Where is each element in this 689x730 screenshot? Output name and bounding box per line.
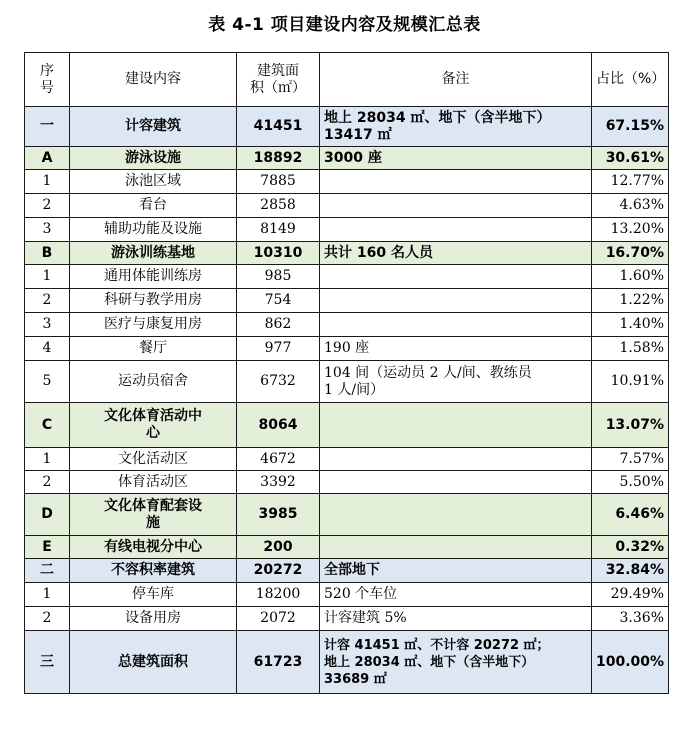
row-seq: 4 — [25, 337, 70, 361]
table-row — [25, 559, 669, 583]
row-note: 全部地下 — [320, 559, 592, 583]
row-seq: 5 — [25, 361, 70, 403]
row-note — [320, 536, 592, 559]
row-note: 地上 28034 ㎡、地下（含半地下） 13417 ㎡ — [320, 107, 592, 147]
row-ratio: 100.00% — [592, 631, 669, 694]
row-content: 有线电视分中心 — [70, 536, 237, 559]
table-row — [25, 631, 669, 694]
row-note: 190 座 — [320, 337, 592, 361]
table-row — [25, 218, 669, 242]
row-seq: E — [25, 536, 70, 559]
row-note — [320, 194, 592, 218]
row-ratio: 6.46% — [592, 494, 669, 536]
row-seq: B — [25, 242, 70, 265]
table-row — [25, 289, 669, 313]
header-note: 备注 — [320, 53, 592, 107]
row-seq: 3 — [25, 218, 70, 242]
row-area: 3392 — [237, 471, 320, 494]
row-area: 4672 — [237, 448, 320, 471]
row-note: 104 间（运动员 2 人/间、教练员 1 人/间） — [320, 361, 592, 403]
row-area: 41451 — [237, 107, 320, 147]
row-ratio: 10.91% — [592, 361, 669, 403]
row-content: 停车库 — [70, 583, 237, 607]
row-seq: 1 — [25, 448, 70, 471]
row-note: 计容 41451 ㎡、不计容 20272 ㎡； 地上 28034 ㎡、地下（含半地下） 33689 ㎡ — [320, 631, 592, 694]
row-note: 计容建筑 5% — [320, 607, 592, 631]
row-ratio: 1.58% — [592, 337, 669, 361]
row-content: 游泳训练基地 — [70, 242, 237, 265]
row-ratio: 30.61% — [592, 147, 669, 170]
row-area: 18200 — [237, 583, 320, 607]
row-content: 科研与教学用房 — [70, 289, 237, 313]
table-row — [25, 403, 669, 448]
row-note — [320, 170, 592, 194]
row-area: 754 — [237, 289, 320, 313]
row-ratio: 1.60% — [592, 265, 669, 289]
row-area: 2858 — [237, 194, 320, 218]
table-row — [25, 194, 669, 218]
row-ratio: 67.15% — [592, 107, 669, 147]
row-seq: 1 — [25, 265, 70, 289]
row-content: 文化活动区 — [70, 448, 237, 471]
row-note: 共计 160 名人员 — [320, 242, 592, 265]
row-ratio: 3.36% — [592, 607, 669, 631]
row-seq: 3 — [25, 313, 70, 337]
row-content: 不容积率建筑 — [70, 559, 237, 583]
header-content: 建设内容 — [70, 53, 237, 107]
row-seq: D — [25, 494, 70, 536]
row-content: 餐厅 — [70, 337, 237, 361]
row-seq: 三 — [25, 631, 70, 694]
row-note — [320, 403, 592, 448]
row-content: 总建筑面积 — [70, 631, 237, 694]
table-row — [25, 242, 669, 265]
row-area: 985 — [237, 265, 320, 289]
row-content: 游泳设施 — [70, 147, 237, 170]
table-row — [25, 337, 669, 361]
row-area: 2072 — [237, 607, 320, 631]
table-row — [25, 536, 669, 559]
row-ratio: 0.32% — [592, 536, 669, 559]
row-seq: 1 — [25, 583, 70, 607]
row-content: 文化体育活动中 心 — [70, 403, 237, 448]
row-seq: 2 — [25, 471, 70, 494]
row-note — [320, 265, 592, 289]
row-content: 医疗与康复用房 — [70, 313, 237, 337]
row-area: 3985 — [237, 494, 320, 536]
row-area: 200 — [237, 536, 320, 559]
row-content: 设备用房 — [70, 607, 237, 631]
row-note — [320, 313, 592, 337]
table-title: 表 4-1 项目建设内容及规模汇总表 — [208, 15, 481, 35]
row-note — [320, 218, 592, 242]
row-seq: 二 — [25, 559, 70, 583]
row-seq: 2 — [25, 194, 70, 218]
table-row — [25, 265, 669, 289]
row-note: 520 个车位 — [320, 583, 592, 607]
row-ratio: 13.20% — [592, 218, 669, 242]
row-area: 8149 — [237, 218, 320, 242]
table-row — [25, 170, 669, 194]
row-note: 3000 座 — [320, 147, 592, 170]
row-seq: 2 — [25, 607, 70, 631]
row-content: 运动员宿舍 — [70, 361, 237, 403]
row-seq: A — [25, 147, 70, 170]
row-content: 文化体育配套设 施 — [70, 494, 237, 536]
row-area: 6732 — [237, 361, 320, 403]
row-seq: C — [25, 403, 70, 448]
row-note — [320, 448, 592, 471]
row-content: 通用体能训练房 — [70, 265, 237, 289]
row-ratio: 4.63% — [592, 194, 669, 218]
row-ratio: 5.50% — [592, 471, 669, 494]
row-ratio: 1.40% — [592, 313, 669, 337]
row-note — [320, 494, 592, 536]
table-row — [25, 583, 669, 607]
header-area: 建筑面 积（㎡） — [237, 53, 320, 107]
header-ratio: 占比（%） — [592, 53, 669, 107]
row-seq: 一 — [25, 107, 70, 147]
table-row — [25, 361, 669, 403]
header-seq: 序 号 — [25, 53, 70, 107]
row-content: 体育活动区 — [70, 471, 237, 494]
row-area: 18892 — [237, 147, 320, 170]
row-area: 862 — [237, 313, 320, 337]
table-row — [25, 147, 669, 170]
table-row — [25, 471, 669, 494]
row-seq: 2 — [25, 289, 70, 313]
table-row — [25, 494, 669, 536]
summary-table — [24, 52, 669, 694]
row-content: 泳池区域 — [70, 170, 237, 194]
row-note — [320, 471, 592, 494]
row-note — [320, 289, 592, 313]
table-row — [25, 107, 669, 147]
row-area: 61723 — [237, 631, 320, 694]
row-content: 辅助功能及设施 — [70, 218, 237, 242]
row-ratio: 13.07% — [592, 403, 669, 448]
row-ratio: 16.70% — [592, 242, 669, 265]
row-content: 计容建筑 — [70, 107, 237, 147]
row-area: 977 — [237, 337, 320, 361]
row-area: 10310 — [237, 242, 320, 265]
row-ratio: 1.22% — [592, 289, 669, 313]
table-row — [25, 448, 669, 471]
row-area: 20272 — [237, 559, 320, 583]
row-ratio: 32.84% — [592, 559, 669, 583]
row-area: 8064 — [237, 403, 320, 448]
row-ratio: 29.49% — [592, 583, 669, 607]
row-area: 7885 — [237, 170, 320, 194]
table-row — [25, 313, 669, 337]
row-seq: 1 — [25, 170, 70, 194]
row-ratio: 12.77% — [592, 170, 669, 194]
row-ratio: 7.57% — [592, 448, 669, 471]
row-content: 看台 — [70, 194, 237, 218]
table-row — [25, 607, 669, 631]
